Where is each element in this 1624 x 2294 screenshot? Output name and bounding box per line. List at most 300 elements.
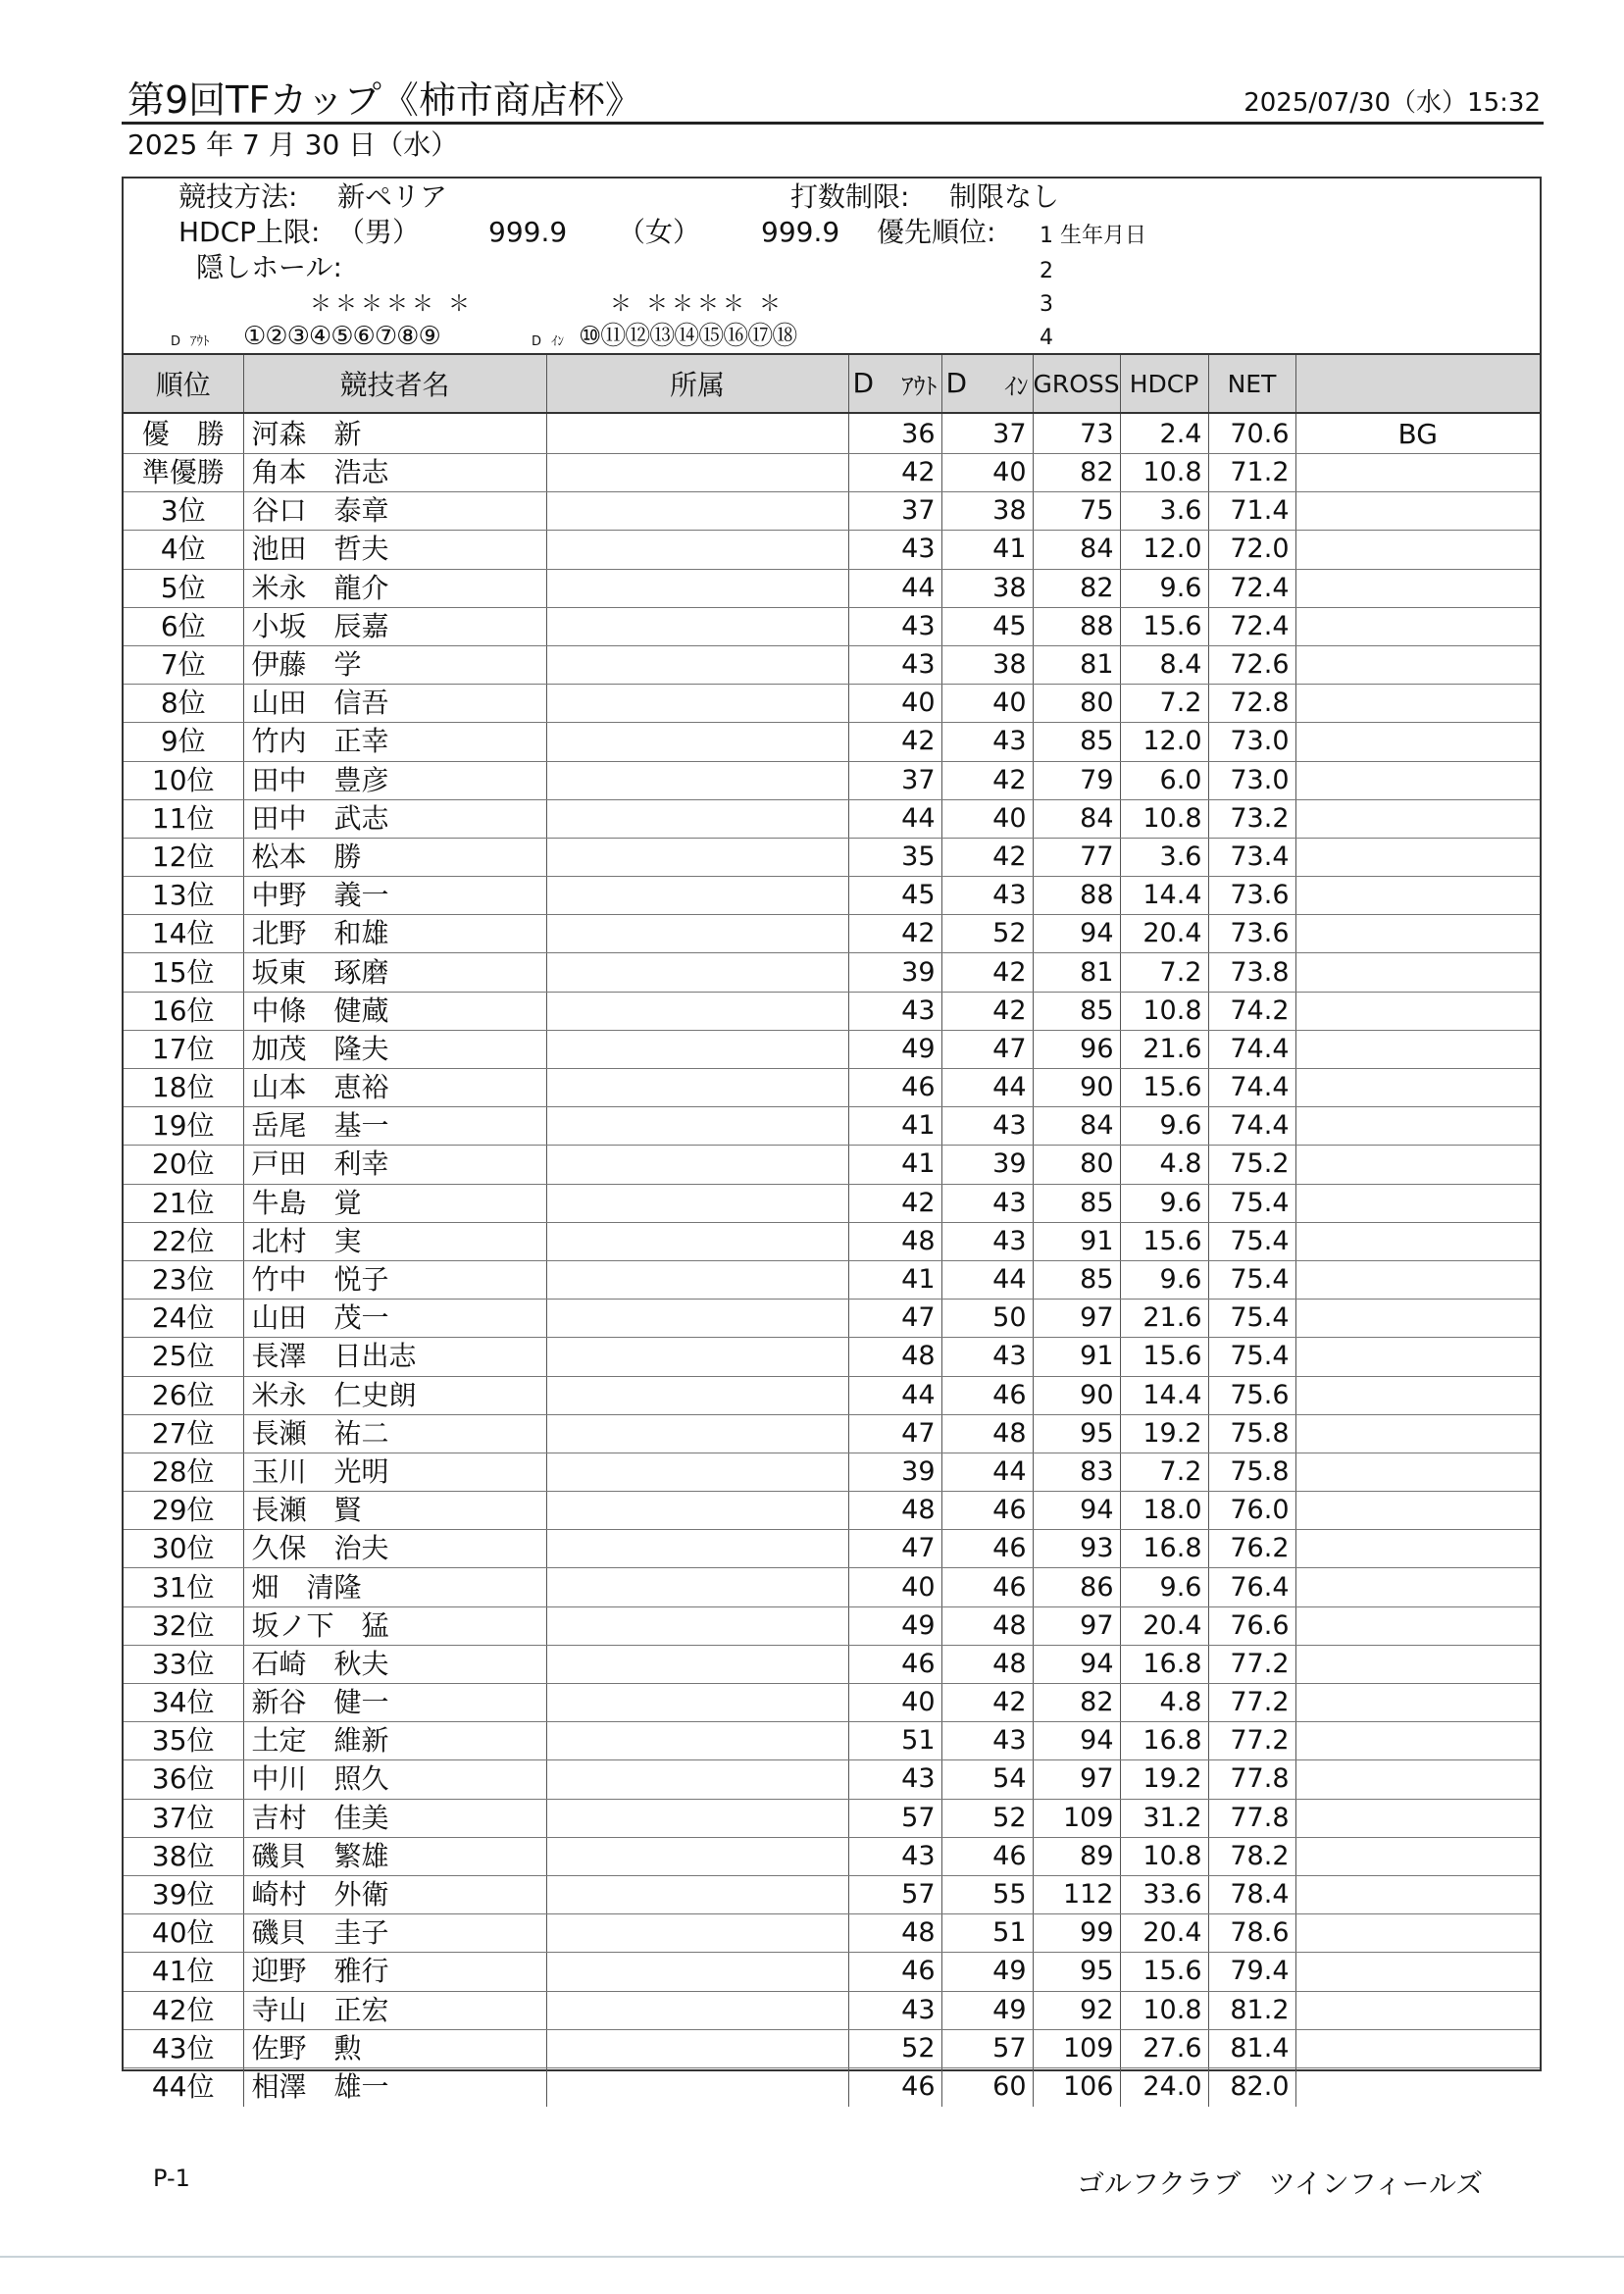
row-hdcp: 15.6 [1120, 1953, 1208, 1991]
row-hdcp: 14.4 [1120, 877, 1208, 915]
row-affiliation [546, 1414, 848, 1453]
row-hdcp: 8.4 [1120, 645, 1208, 684]
table-row [124, 1260, 1540, 1299]
row-gross: 85 [1033, 1260, 1120, 1299]
row-net: 76.0 [1208, 1492, 1295, 1530]
row-in: 38 [941, 645, 1033, 684]
row-rank: 5位 [124, 569, 243, 607]
page-number: P-1 [153, 2165, 190, 2192]
title-underline [122, 122, 1544, 125]
row-affiliation [546, 1260, 848, 1299]
row-rank: 44位 [151, 2070, 215, 2104]
row-gross: 89 [1033, 1837, 1120, 1875]
row-out: 42 [848, 454, 941, 492]
row-affiliation [546, 877, 848, 915]
row-note [1295, 607, 1540, 645]
row-out: 46 [848, 2067, 941, 2106]
row-in: 51 [941, 1914, 1033, 1953]
table-row [124, 799, 1540, 838]
row-hdcp: 21.6 [1120, 1030, 1208, 1068]
row-name: 磯貝 圭子 [243, 1914, 546, 1953]
method-label: 競技方法: [178, 180, 298, 213]
row-in: 44 [941, 1260, 1033, 1299]
row-affiliation [546, 1376, 848, 1414]
table-row [124, 607, 1540, 645]
row-out: 57 [848, 1875, 941, 1913]
row-in: 50 [941, 1300, 1033, 1338]
row-net: 76.2 [1208, 1530, 1295, 1568]
row-name: 田中 豊彦 [243, 761, 546, 799]
col-net: NET [1208, 354, 1295, 413]
row-net: 73.2 [1208, 799, 1295, 838]
row-affiliation [546, 1453, 848, 1491]
in-label-small: ｲﾝ [551, 334, 564, 349]
row-hdcp: 18.0 [1120, 1492, 1208, 1530]
row-hdcp: 9.6 [1120, 1260, 1208, 1299]
col-in-d: D [945, 366, 968, 399]
row-out: 40 [848, 1684, 941, 1722]
row-net: 73.6 [1208, 877, 1295, 915]
row-note [1295, 1722, 1540, 1760]
row-hdcp: 15.6 [1120, 607, 1208, 645]
row-out: 44 [848, 1376, 941, 1414]
table-row [124, 953, 1540, 992]
row-name: 吉村 佳美 [243, 1799, 546, 1837]
row-hdcp: 16.8 [1120, 1722, 1208, 1760]
row-rank: 43位 [124, 2029, 243, 2067]
row-note [1295, 1414, 1540, 1453]
row-out: 57 [848, 1799, 941, 1837]
row-gross: 82 [1033, 1684, 1120, 1722]
row-affiliation [546, 1492, 848, 1530]
row-hdcp: 2.4 [1120, 413, 1208, 454]
row-hdcp: 33.6 [1120, 1875, 1208, 1913]
row-name: 長瀬 賢 [243, 1492, 546, 1530]
row-name: 寺山 正宏 [243, 1991, 546, 2029]
row-name: 池田 哲夫 [243, 531, 546, 569]
row-in: 40 [941, 685, 1033, 723]
out-label-small: ｱｳﾄ [190, 334, 210, 349]
row-name: 河森 新 [243, 413, 546, 454]
row-in: 57 [941, 2029, 1033, 2067]
row-rank: 4位 [124, 531, 243, 569]
row-note [1295, 1222, 1540, 1260]
row-rank: 29位 [124, 1492, 243, 1530]
row-net: 75.4 [1208, 1184, 1295, 1222]
row-affiliation [546, 531, 848, 569]
row-out: 39 [848, 953, 941, 992]
row-gross: 83 [1033, 1453, 1120, 1491]
row-gross: 96 [1033, 1030, 1120, 1068]
row-out: 43 [848, 1760, 941, 1799]
row-rank: 10位 [124, 761, 243, 799]
col-note [1295, 354, 1540, 413]
row-name: 伊藤 学 [243, 645, 546, 684]
row-affiliation [546, 992, 848, 1030]
table-row [124, 877, 1540, 915]
row-hdcp: 7.2 [1120, 953, 1208, 992]
row-name: 山田 茂一 [243, 1300, 546, 1338]
row-note [1295, 454, 1540, 492]
row-name: 田中 武志 [243, 799, 546, 838]
row-hdcp: 16.8 [1120, 1530, 1208, 1568]
row-out: 41 [848, 1146, 941, 1184]
row-note [1295, 1338, 1540, 1376]
row-affiliation [546, 607, 848, 645]
row-in: 43 [941, 1184, 1033, 1222]
table-row [124, 413, 1540, 454]
row-net: 82.0 [1208, 2067, 1295, 2106]
row-net: 75.4 [1208, 1300, 1295, 1338]
row-rank: 25位 [124, 1338, 243, 1376]
table-row [124, 1146, 1540, 1184]
row-gross: 109 [1033, 1799, 1120, 1837]
row-out: 48 [848, 1914, 941, 1953]
row-hdcp: 14.4 [1120, 1376, 1208, 1414]
row-note [1295, 2067, 1540, 2106]
row-affiliation [546, 1837, 848, 1875]
row-affiliation [546, 1300, 848, 1338]
row-hdcp: 20.4 [1120, 1914, 1208, 1953]
row-note [1295, 1260, 1540, 1299]
row-rank: 27位 [124, 1414, 243, 1453]
row-gross: 95 [1033, 1953, 1120, 1991]
row-note [1295, 1107, 1540, 1146]
row-gross: 99 [1033, 1914, 1120, 1953]
row-gross: 94 [1033, 1722, 1120, 1760]
row-affiliation [546, 1799, 848, 1837]
row-net: 71.4 [1208, 492, 1295, 531]
row-rank: 13位 [124, 877, 243, 915]
row-net: 77.8 [1208, 1760, 1295, 1799]
row-net: 74.4 [1208, 1107, 1295, 1146]
male-label: （男） [337, 216, 421, 248]
row-note [1295, 1875, 1540, 1913]
row-hdcp: 7.2 [1120, 685, 1208, 723]
row-note [1295, 1991, 1540, 2029]
row-note [1295, 569, 1540, 607]
row-net: 70.6 [1208, 413, 1295, 454]
row-out: 42 [848, 1184, 941, 1222]
row-rank: 19位 [124, 1107, 243, 1146]
row-gross: 91 [1033, 1222, 1120, 1260]
row-hdcp: 19.2 [1120, 1414, 1208, 1453]
col-gross: GROSS [1033, 354, 1120, 413]
printed-timestamp: 2025/07/30（水）15:32 [1243, 88, 1541, 118]
row-gross: 94 [1033, 915, 1120, 953]
table-row [124, 1760, 1540, 1799]
row-in: 38 [941, 569, 1033, 607]
results-frame [122, 177, 1542, 2104]
row-hdcp: 6.0 [1120, 761, 1208, 799]
page-title: 第9回TFカップ《柿市商店杯》 [127, 78, 642, 122]
row-affiliation [546, 953, 848, 992]
row-rank: 6位 [124, 607, 243, 645]
table-row [124, 685, 1540, 723]
row-rank: 15位 [124, 953, 243, 992]
row-hdcp: 3.6 [1120, 492, 1208, 531]
row-gross: 109 [1033, 2029, 1120, 2067]
stroke-limit-value: 制限なし [949, 180, 1060, 213]
col-out-label: ｱｳﾄ [901, 372, 938, 400]
row-note [1295, 723, 1540, 761]
row-out: 43 [848, 645, 941, 684]
table-row [124, 1222, 1540, 1260]
table-row [124, 915, 1540, 953]
row-out: 44 [848, 569, 941, 607]
row-in: 60 [941, 2067, 1033, 2106]
row-net: 78.2 [1208, 1837, 1295, 1875]
row-in: 42 [941, 838, 1033, 876]
row-hdcp: 20.4 [1120, 915, 1208, 953]
row-name: 松本 勝 [243, 838, 546, 876]
row-in: 49 [941, 1991, 1033, 2029]
row-out: 47 [848, 1414, 941, 1453]
row-hdcp: 27.6 [1120, 2029, 1208, 2067]
table-row [124, 1837, 1540, 1875]
row-in: 46 [941, 1530, 1033, 1568]
table-row [124, 1030, 1540, 1068]
col-in [941, 354, 1033, 413]
in-hidden-marks: ＊ ＊＊＊＊ ＊ [610, 292, 785, 317]
row-net: 72.8 [1208, 685, 1295, 723]
row-affiliation [546, 1760, 848, 1799]
row-in: 55 [941, 1875, 1033, 1913]
row-in: 45 [941, 607, 1033, 645]
row-note [1295, 1914, 1540, 1953]
row-net: 75.6 [1208, 1376, 1295, 1414]
table-row [124, 1376, 1540, 1414]
row-hdcp: 31.2 [1120, 1799, 1208, 1837]
row-out: 42 [848, 723, 941, 761]
row-affiliation [546, 2029, 848, 2067]
row-rank: 33位 [124, 1645, 243, 1683]
row-hdcp: 19.2 [1120, 1760, 1208, 1799]
row-hdcp: 16.8 [1120, 1645, 1208, 1683]
row-affiliation [546, 413, 848, 454]
row-name: 角本 浩志 [243, 454, 546, 492]
table-row [124, 1184, 1540, 1222]
row-hdcp: 15.6 [1120, 1338, 1208, 1376]
row-gross: 82 [1033, 569, 1120, 607]
row-net: 73.4 [1208, 838, 1295, 876]
row-in: 43 [941, 1222, 1033, 1260]
row-in: 42 [941, 1684, 1033, 1722]
row-out: 40 [848, 1568, 941, 1606]
row-out: 48 [848, 1492, 941, 1530]
stroke-limit-label: 打数制限: [790, 180, 910, 213]
row-gross: 91 [1033, 1338, 1120, 1376]
table-row [124, 1991, 1540, 2029]
row-net: 75.4 [1208, 1260, 1295, 1299]
table-row [124, 1414, 1540, 1453]
row-note [1295, 1146, 1540, 1184]
row-name: 坂ノ下 猛 [243, 1606, 546, 1645]
row-note [1295, 877, 1540, 915]
row-note [1295, 799, 1540, 838]
row-name: 佐野 勲 [243, 2029, 546, 2067]
row-rank: 11位 [124, 799, 243, 838]
row-out: 49 [848, 1030, 941, 1068]
table-row [124, 1069, 1540, 1107]
row-name: 玉川 光明 [243, 1453, 546, 1491]
table-row [124, 838, 1540, 876]
row-gross: 93 [1033, 1530, 1120, 1568]
row-rank: 30位 [124, 1530, 243, 1568]
row-name: 中野 義一 [243, 877, 546, 915]
row-note [1295, 838, 1540, 876]
col-hdcp: HDCP [1120, 354, 1208, 413]
row-net: 75.2 [1208, 1146, 1295, 1184]
table-row [124, 1799, 1540, 1837]
row-out: 46 [848, 1069, 941, 1107]
table-row [124, 761, 1540, 799]
row-gross: 94 [1033, 1645, 1120, 1683]
row-rank: 26位 [124, 1376, 243, 1414]
row-gross: 92 [1033, 1991, 1120, 2029]
in-hole-numbers: ⑩⑪⑫⑬⑭⑮⑯⑰⑱ [579, 322, 797, 351]
row-hdcp: 12.0 [1120, 531, 1208, 569]
row-name: 岳尾 基一 [243, 1107, 546, 1146]
row-note [1295, 761, 1540, 799]
row-rank: 21位 [124, 1184, 243, 1222]
row-affiliation [546, 1338, 848, 1376]
row-name: 土定 維新 [243, 1722, 546, 1760]
row-rank: 41位 [124, 1953, 243, 1991]
row-name: 谷口 泰章 [243, 492, 546, 531]
table-row [124, 1453, 1540, 1491]
table-row [124, 1300, 1540, 1338]
col-affiliation: 所属 [546, 354, 848, 413]
row-net: 76.4 [1208, 1568, 1295, 1606]
row-rank: 14位 [124, 915, 243, 953]
row-rank: 39位 [124, 1875, 243, 1913]
row-in: 43 [941, 877, 1033, 915]
row-hdcp: 24.0 [1120, 2067, 1208, 2106]
hidden-holes-label: 隠しホール: [196, 251, 342, 283]
row-net: 72.4 [1208, 607, 1295, 645]
row-in: 46 [941, 1568, 1033, 1606]
table-row [124, 2067, 1540, 2106]
table-row [124, 454, 1540, 492]
row-note [1295, 685, 1540, 723]
row-out: 43 [848, 607, 941, 645]
row-net: 75.8 [1208, 1414, 1295, 1453]
row-rank: 23位 [124, 1260, 243, 1299]
row-in: 40 [941, 799, 1033, 838]
priority-1: 1 生年月日 [1040, 224, 1146, 248]
table-header-row [124, 354, 1540, 413]
results-table [124, 353, 1540, 2107]
row-net: 73.8 [1208, 953, 1295, 992]
row-gross: 88 [1033, 607, 1120, 645]
row-note [1295, 1530, 1540, 1568]
row-in: 52 [941, 1799, 1033, 1837]
row-note [1295, 2029, 1540, 2067]
row-gross: 80 [1033, 685, 1120, 723]
row-rank: 36位 [124, 1760, 243, 1799]
table-row [124, 1953, 1540, 1991]
col-out [848, 354, 941, 413]
row-out: 41 [848, 1107, 941, 1146]
row-net: 78.6 [1208, 1914, 1295, 1953]
row-in: 47 [941, 1030, 1033, 1068]
row-gross: 90 [1033, 1376, 1120, 1414]
row-hdcp: 10.8 [1120, 454, 1208, 492]
row-hdcp: 10.8 [1120, 1991, 1208, 2029]
row-gross: 81 [1033, 953, 1120, 992]
row-out: 47 [848, 1300, 941, 1338]
row-hdcp: 10.8 [1120, 992, 1208, 1030]
table-row [124, 992, 1540, 1030]
row-affiliation [546, 799, 848, 838]
row-rank: 40位 [124, 1914, 243, 1953]
row-out: 47 [848, 1530, 941, 1568]
row-in: 40 [941, 454, 1033, 492]
row-affiliation [546, 1568, 848, 1606]
row-note [1295, 1030, 1540, 1068]
row-gross: 82 [1033, 454, 1120, 492]
row-rank: 42位 [124, 1991, 243, 2029]
row-affiliation [546, 645, 848, 684]
female-limit-value: 999.9 [761, 216, 840, 248]
col-out-d: D [852, 366, 875, 399]
row-in: 43 [941, 1338, 1033, 1376]
row-name: 長瀬 祐二 [243, 1414, 546, 1453]
row-note [1295, 1606, 1540, 1645]
row-in: 48 [941, 1606, 1033, 1645]
row-rank: 12位 [124, 838, 243, 876]
row-hdcp: 9.6 [1120, 1107, 1208, 1146]
row-in: 43 [941, 1722, 1033, 1760]
row-note [1295, 1568, 1540, 1606]
row-gross: 95 [1033, 1414, 1120, 1453]
row-net: 74.4 [1208, 1030, 1295, 1068]
row-name: 竹内 正幸 [243, 723, 546, 761]
in-d-mark: D [532, 334, 542, 349]
row-in: 39 [941, 1146, 1033, 1184]
row-affiliation [546, 1914, 848, 1953]
row-out: 51 [848, 1722, 941, 1760]
row-note [1295, 492, 1540, 531]
row-gross: 73 [1033, 413, 1120, 454]
row-rank: 35位 [124, 1722, 243, 1760]
row-gross: 97 [1033, 1606, 1120, 1645]
row-note [1295, 1453, 1540, 1491]
row-name: 久保 治夫 [243, 1530, 546, 1568]
row-name: 畑 清隆 [243, 1568, 546, 1606]
bottom-edge-line [0, 2256, 1624, 2258]
priority-3: 3 [1040, 292, 1053, 317]
method-value: 新ペリア [337, 180, 448, 213]
row-in: 46 [941, 1492, 1033, 1530]
row-out: 46 [848, 1645, 941, 1683]
row-in: 38 [941, 492, 1033, 531]
table-row [124, 1338, 1540, 1376]
event-date: 2025 年 7 月 30 日（水） [127, 128, 459, 161]
row-net: 72.4 [1208, 569, 1295, 607]
row-name: 戸田 利幸 [243, 1146, 546, 1184]
row-affiliation [546, 838, 848, 876]
row-net: 78.4 [1208, 1875, 1295, 1913]
row-gross: 81 [1033, 645, 1120, 684]
row-out: 49 [848, 1606, 941, 1645]
row-name: 米永 龍介 [243, 569, 546, 607]
row-net: 73.0 [1208, 761, 1295, 799]
table-row [124, 1875, 1540, 1913]
col-rank: 順位 [124, 354, 243, 413]
row-in: 42 [941, 992, 1033, 1030]
